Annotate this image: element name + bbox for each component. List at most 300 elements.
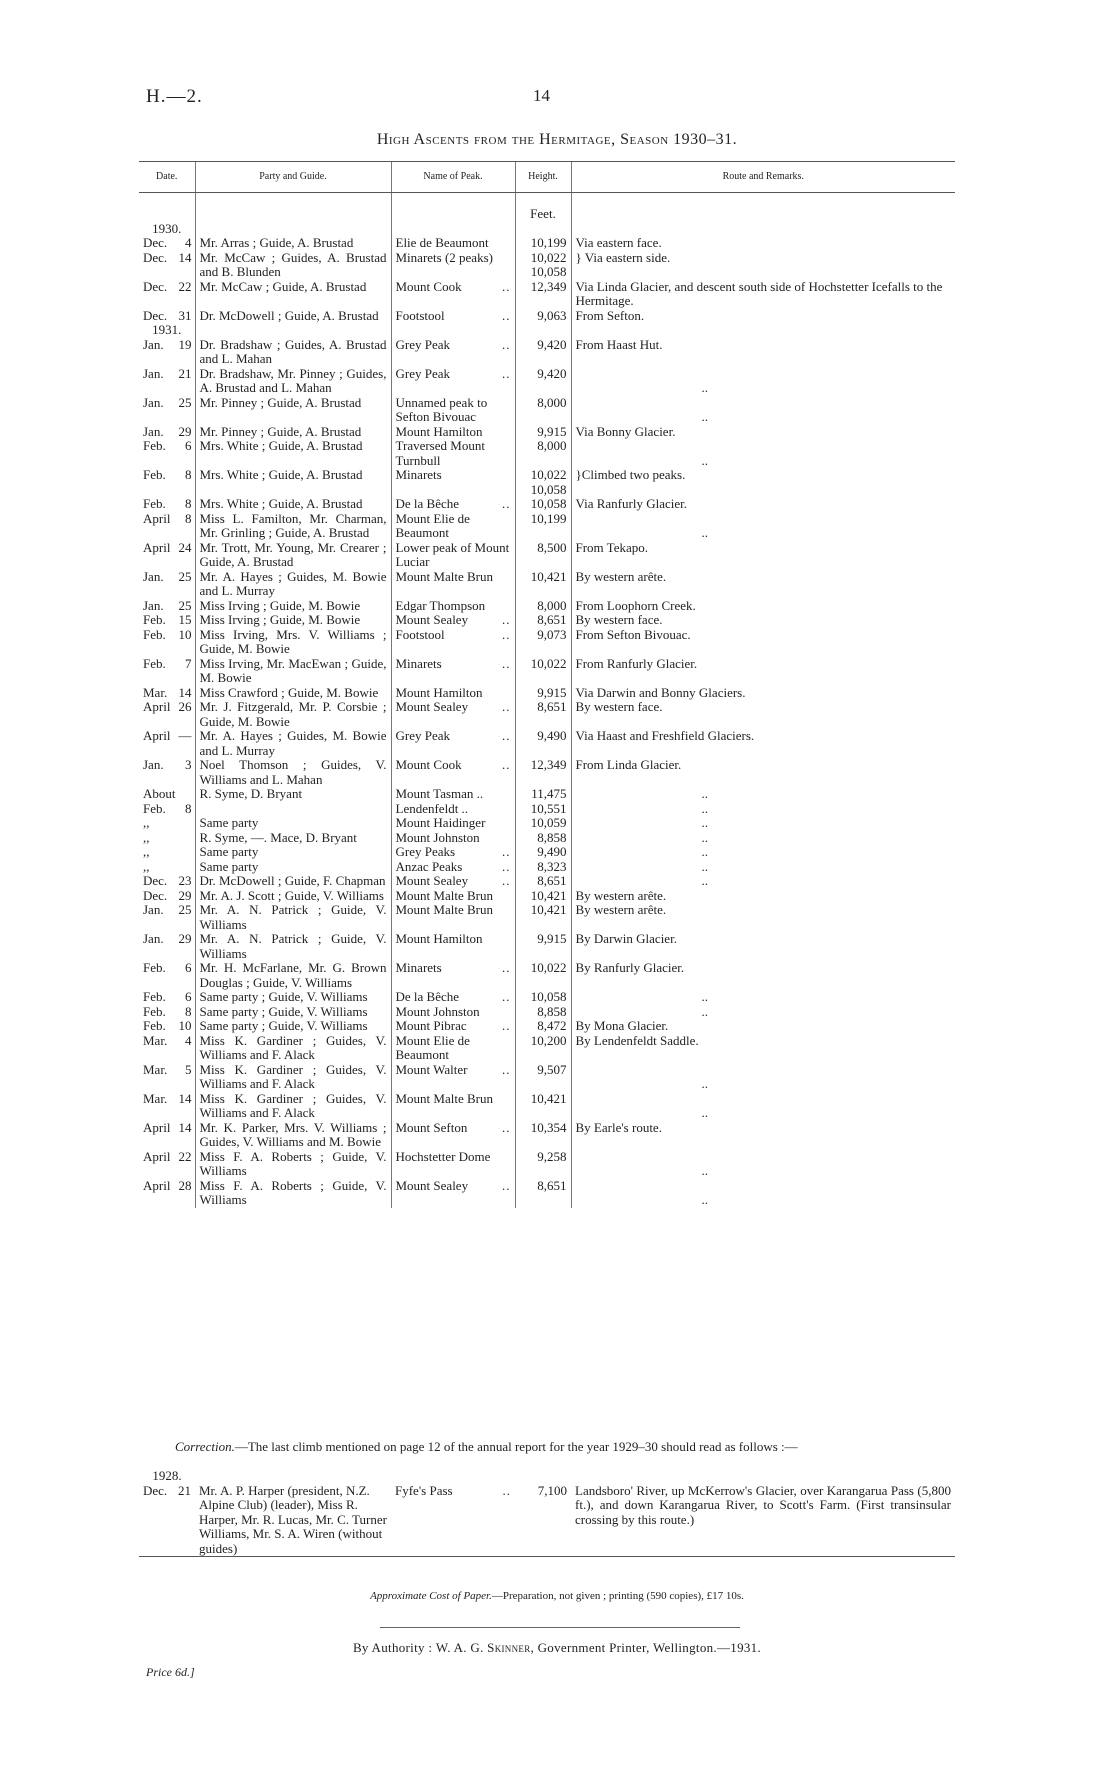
empty-cell: [195, 323, 391, 338]
remarks-cell: ..: [571, 1005, 955, 1020]
date-cell: [139, 251, 195, 280]
table-row: [139, 570, 955, 599]
peak-name: Mount Elie de Beaumont: [395, 1032, 470, 1062]
date-cell: [139, 860, 195, 875]
table-row: [139, 396, 955, 425]
party-cell: Miss Irving ; Guide, M. Bowie: [195, 613, 391, 628]
date-cell: [139, 1092, 195, 1121]
date-month: ,,: [143, 829, 150, 845]
party-cell: Mr. J. Fitzgerald, Mr. P. Corsbie ; Guide, M. Bowie: [195, 700, 391, 729]
height-cell: 9,420: [515, 338, 571, 367]
date-day: 29: [178, 887, 192, 903]
date-month: Jan.: [143, 365, 164, 381]
peak-cell: [391, 758, 515, 787]
date-cell: [139, 845, 195, 860]
correction-table: [139, 1469, 955, 1557]
remarks-cell: By Lendenfeldt Saddle.: [571, 1034, 955, 1063]
date-month: Feb.: [143, 626, 166, 642]
peak-name: Grey Peak: [395, 336, 451, 352]
leader-dots: ..: [502, 960, 511, 975]
empty-cell: [391, 222, 515, 237]
remarks-cell: ..: [571, 1063, 955, 1092]
peak-cell: [391, 700, 515, 729]
party-cell: Miss L. Familton, Mr. Charman, Mr. Grinling ; Guide, A. Brustad: [195, 512, 391, 541]
peak-name: Hochstetter Dome: [395, 1148, 491, 1164]
remarks-cell: Via Ranfurly Glacier.: [571, 497, 955, 512]
height-cell: 9,063: [515, 309, 571, 324]
date-day: 5: [185, 1061, 192, 1077]
date-cell: [139, 425, 195, 440]
party-cell: Same party: [195, 860, 391, 875]
date-day: 29: [178, 931, 192, 946]
leader-dots: ..: [502, 1018, 511, 1033]
date-month: Feb.: [143, 1018, 166, 1033]
party-cell: Miss K. Gardiner ; Guides, V. Williams and F. Alack: [195, 1063, 391, 1092]
date-month: Feb.: [143, 438, 166, 453]
authority-line: [0, 1640, 1114, 1656]
remarks-cell: By western face.: [571, 700, 955, 729]
date-cell: [139, 396, 195, 425]
correction-height: 7,100: [537, 1482, 567, 1498]
peak-cell: [391, 1019, 515, 1034]
table-row: [139, 686, 955, 701]
date-month: Mar.: [143, 1061, 168, 1077]
empty-cell: [571, 323, 955, 338]
date-cell: [139, 468, 195, 497]
section-code: H.—2.: [146, 86, 203, 107]
peak-name: Mount Hamilton: [395, 423, 483, 439]
date-day: 23: [178, 873, 192, 888]
correction-dots: ..: [502, 1482, 511, 1498]
table-row: [139, 1005, 955, 1020]
height-cell: 10,200: [515, 1034, 571, 1063]
peak-cell: [391, 961, 515, 990]
date-day: 8: [185, 800, 192, 816]
date-month: Mar.: [143, 1032, 168, 1048]
height-cell: 10,421: [515, 1092, 571, 1121]
peak-name: Mount Cook: [395, 278, 462, 294]
correction-row: [139, 1484, 955, 1557]
peak-name: Footstool: [395, 307, 445, 323]
peak-name: Mount Malte Brun: [395, 887, 493, 903]
cost-label: Approximate Cost of Paper.: [370, 1590, 492, 1602]
height-cell: 8,323: [515, 860, 571, 875]
correction-note: [175, 1439, 947, 1454]
date-month: Dec.: [143, 278, 168, 294]
date-day: 22: [178, 278, 192, 294]
date-month: Feb.: [143, 1003, 166, 1019]
remarks-cell: From Haast Hut.: [571, 338, 955, 367]
correction-day: 21: [178, 1482, 191, 1498]
height-cell: 9,073: [515, 628, 571, 657]
table-row: [139, 990, 955, 1005]
correction-remarks: Landsboro' River, up McKerrow's Glacier, over Karangarua Pass (5,800 ft.), and down Karangarua River, to Scott's Farm. (First transinsular crossing by this route.): [575, 1482, 951, 1527]
peak-name: Grey Peak: [395, 728, 451, 743]
leader-dots: ..: [502, 858, 511, 874]
height-cell: 10,059: [515, 816, 571, 831]
date-cell: [139, 787, 195, 816]
authority-prefix: By Authority :: [352, 1640, 433, 1655]
peak-name: Mount Johnston: [395, 829, 480, 845]
remarks-cell: } Via eastern side.: [571, 251, 955, 280]
date-month: Dec.: [143, 249, 168, 265]
height-cell: 11,475 10,551: [515, 787, 571, 816]
date-month: Feb.: [143, 467, 166, 482]
party-cell: Mrs. White ; Guide, A. Brustad: [195, 439, 391, 468]
date-cell: [139, 439, 195, 468]
remarks-cell: ..: [571, 512, 955, 541]
peak-name: Mount Sealey: [395, 873, 469, 888]
peak-cell: [391, 889, 515, 904]
peak-cell: [391, 686, 515, 701]
unit-row: [139, 207, 955, 222]
height-cell: 10,058: [515, 990, 571, 1005]
date-month: ,,: [143, 858, 150, 874]
col-header-peak: Name of Peak.: [391, 162, 515, 193]
leader-dots: ..: [502, 365, 511, 381]
date-cell: [139, 599, 195, 614]
leader-dots: ..: [502, 873, 511, 888]
year-row: [139, 222, 955, 237]
remarks-cell: ..: [571, 396, 955, 425]
peak-cell: [391, 439, 515, 468]
peak-name: Unnamed peak to Sefton Bivouac: [395, 394, 488, 424]
table-row: [139, 903, 955, 932]
year-row: [139, 323, 955, 338]
table-row: [139, 1034, 955, 1063]
date-cell: [139, 758, 195, 787]
col-header-party: Party and Guide.: [195, 162, 391, 193]
remarks-cell: Via Darwin and Bonny Glaciers.: [571, 686, 955, 701]
date-day: 14: [178, 684, 192, 700]
date-month: April: [143, 510, 171, 526]
remarks-cell: ..: [571, 1092, 955, 1121]
date-day: 8: [185, 467, 192, 482]
party-cell: Miss F. A. Roberts ; Guide, V. Williams: [195, 1150, 391, 1179]
date-month: Feb.: [143, 989, 166, 1004]
date-month: Jan.: [143, 597, 164, 613]
peak-name: De la Bêche: [395, 496, 460, 511]
leader-dots: ..: [502, 757, 511, 772]
date-day: 25: [178, 597, 192, 613]
height-cell: 9,490: [515, 729, 571, 758]
table-header-row: [139, 162, 955, 193]
peak-cell: [391, 468, 515, 497]
date-cell: [139, 613, 195, 628]
party-cell: Dr. McDowell ; Guide, F. Chapman: [195, 874, 391, 889]
date-day: 7: [185, 655, 192, 671]
correction-year: 1928.: [152, 1468, 182, 1483]
date-month: April: [143, 699, 171, 714]
party-cell: Mr. McCaw ; Guide, A. Brustad: [195, 280, 391, 309]
height-cell: 9,915: [515, 425, 571, 440]
peak-name: Mount Elie de Beaumont: [395, 510, 470, 540]
date-day: 8: [185, 496, 192, 511]
leader-dots: ..: [502, 612, 511, 627]
date-cell: [139, 570, 195, 599]
height-cell: 10,199: [515, 512, 571, 541]
date-cell: [139, 367, 195, 396]
date-month: Dec.: [143, 235, 168, 250]
date-month: April: [143, 1119, 171, 1135]
date-month: Jan.: [143, 931, 164, 946]
peak-name: Mount Hamilton: [395, 931, 483, 946]
height-cell: 8,000: [515, 396, 571, 425]
col-header-remarks: Route and Remarks.: [571, 162, 955, 193]
peak-cell: [391, 338, 515, 367]
date-cell: [139, 657, 195, 686]
peak-name: Minarets: [395, 960, 442, 975]
date-day: 26: [178, 699, 192, 714]
peak-name: Mount Malte Brun: [395, 568, 493, 584]
table-row: [139, 729, 955, 758]
page-number: 14: [533, 86, 550, 105]
party-cell: Mr. McCaw ; Guides, A. Brustad and B. Blunden: [195, 251, 391, 280]
peak-name: Minarets: [395, 467, 442, 482]
peak-name: Lower peak of Mount Luciar: [395, 539, 510, 569]
height-cell: 12,349: [515, 280, 571, 309]
peak-cell: [391, 903, 515, 932]
peak-cell: [391, 251, 515, 280]
date-day: 25: [178, 394, 192, 410]
date-day: 21: [178, 365, 192, 381]
date-month: April: [143, 1148, 171, 1164]
height-cell: 10,022: [515, 657, 571, 686]
table-row: [139, 599, 955, 614]
height-cell: 9,490: [515, 845, 571, 860]
table-body: [139, 193, 955, 1208]
empty-cell: [515, 323, 571, 338]
remarks-cell: By western face.: [571, 613, 955, 628]
party-cell: Miss Irving, Mr. MacEwan ; Guide, M. Bowie: [195, 657, 391, 686]
date-month: Mar.: [143, 684, 168, 700]
date-day: 15: [178, 612, 192, 627]
peak-cell: [391, 874, 515, 889]
table-row: [139, 657, 955, 686]
peak-name: Mount Sealey: [395, 612, 469, 627]
peak-name: De la Bêche: [395, 989, 460, 1004]
table-row: [139, 367, 955, 396]
peak-cell: [391, 1179, 515, 1208]
date-cell: [139, 236, 195, 251]
height-unit: Feet.: [515, 207, 571, 222]
height-cell: 10,421: [515, 570, 571, 599]
date-cell: [139, 1063, 195, 1092]
date-cell: [139, 990, 195, 1005]
empty-cell: [195, 222, 391, 237]
height-cell: 12,349: [515, 758, 571, 787]
leader-dots: ..: [502, 626, 511, 642]
party-cell: Mr. A. N. Patrick ; Guide, V. Williams: [195, 932, 391, 961]
col-header-date: Date.: [139, 162, 195, 193]
table-row: [139, 497, 955, 512]
height-cell: 10,421: [515, 889, 571, 904]
remarks-cell: By Darwin Glacier.: [571, 932, 955, 961]
leader-dots: ..: [502, 1061, 511, 1077]
peak-cell: [391, 309, 515, 324]
party-cell: R. Syme, —. Mace, D. Bryant: [195, 831, 391, 846]
leader-dots: ..: [502, 278, 511, 294]
remarks-cell: ..: [571, 1179, 955, 1208]
date-month: About Feb.: [143, 786, 176, 816]
height-cell: 8,858: [515, 831, 571, 846]
party-cell: Same party ; Guide, V. Williams: [195, 990, 391, 1005]
remarks-cell: By Earle's route.: [571, 1121, 955, 1150]
peak-cell: [391, 425, 515, 440]
date-day: 24: [178, 539, 192, 555]
party-cell: Mrs. White ; Guide, A. Brustad: [195, 497, 391, 512]
empty-cell: [571, 222, 955, 237]
date-cell: [139, 686, 195, 701]
table-row: [139, 889, 955, 904]
table-row: [139, 1092, 955, 1121]
peak-name: Edgar Thompson: [395, 597, 486, 613]
date-month: April: [143, 728, 171, 743]
height-cell: 8,472: [515, 1019, 571, 1034]
table-row: [139, 309, 955, 324]
date-day: 4: [185, 1032, 192, 1048]
peak-name: Grey Peak: [395, 365, 451, 381]
party-cell: Same party ; Guide, V. Williams: [195, 1019, 391, 1034]
date-cell: [139, 1121, 195, 1150]
table-row: [139, 468, 955, 497]
peak-name: Mount Pibrac: [395, 1018, 467, 1033]
cost-text: —Preparation, not given ; printing (590 copies), £17 10s.: [491, 1590, 744, 1602]
date-month: Feb.: [143, 612, 166, 627]
date-day: 14: [178, 1090, 192, 1106]
height-cell: 9,258: [515, 1150, 571, 1179]
spacer-row: [139, 193, 955, 208]
party-cell: Mr. Pinney ; Guide, A. Brustad: [195, 396, 391, 425]
table-row: [139, 1063, 955, 1092]
remarks-cell: Via Haast and Freshfield Glaciers.: [571, 729, 955, 758]
printer-name: W. A. G. Skinner: [435, 1640, 531, 1655]
party-cell: Mr. Pinney ; Guide, A. Brustad: [195, 425, 391, 440]
year-label: 1931.: [152, 322, 182, 337]
table-row: [139, 613, 955, 628]
cost-note: [0, 1590, 1114, 1602]
peak-name: Mount Johnston: [395, 1003, 480, 1019]
height-cell: 8,651: [515, 1179, 571, 1208]
remarks-cell: From Sefton Bivouac.: [571, 628, 955, 657]
date-day: 10: [178, 626, 192, 642]
date-cell: [139, 1019, 195, 1034]
date-cell: [139, 1005, 195, 1020]
remarks-cell: By western arête.: [571, 903, 955, 932]
peak-name: Mount Cook: [395, 757, 462, 772]
table-row: [139, 439, 955, 468]
party-cell: Miss K. Gardiner ; Guides, V. Williams and F. Alack: [195, 1034, 391, 1063]
date-cell: [139, 628, 195, 657]
date-day: 29: [178, 423, 192, 439]
height-cell: 9,915: [515, 686, 571, 701]
date-day: 4: [185, 235, 192, 250]
peak-cell: [391, 236, 515, 251]
date-cell: [139, 280, 195, 309]
table-row: [139, 1179, 955, 1208]
party-cell: Mr. A. N. Patrick ; Guide, V. Williams: [195, 903, 391, 932]
party-cell: Mr. H. McFarlane, Mr. G. Brown Douglas ; Guide, V. Williams: [195, 961, 391, 990]
party-cell: Mr. A. Hayes ; Guides, M. Bowie and L. Murray: [195, 729, 391, 758]
leader-dots: ..: [502, 307, 511, 323]
date-month: Mar.: [143, 1090, 168, 1106]
date-month: Feb.: [143, 496, 166, 511]
date-day: 8: [185, 1003, 192, 1019]
date-cell: [139, 541, 195, 570]
date-cell: [139, 831, 195, 846]
height-cell: 10,354: [515, 1121, 571, 1150]
date-cell: [139, 932, 195, 961]
date-day: 28: [178, 1177, 192, 1193]
party-cell: Same party: [195, 845, 391, 860]
remarks-cell: }Climbed two peaks.: [571, 468, 955, 497]
remarks-cell: ..: [571, 990, 955, 1005]
table-row: [139, 787, 955, 816]
table-row: [139, 758, 955, 787]
remarks-cell: From Tekapo.: [571, 541, 955, 570]
date-month: Jan.: [143, 902, 164, 917]
date-day: 14: [178, 1119, 192, 1135]
remarks-cell: From Ranfurly Glacier.: [571, 657, 955, 686]
date-cell: [139, 874, 195, 889]
date-month: Feb.: [143, 655, 166, 671]
party-cell: Mrs. White ; Guide, A. Brustad: [195, 468, 391, 497]
table-row: [139, 236, 955, 251]
date-cell: [139, 903, 195, 932]
remarks-cell: ..: [571, 439, 955, 468]
table-row: [139, 338, 955, 367]
height-cell: 9,915: [515, 932, 571, 961]
date-month: April: [143, 1177, 171, 1193]
date-cell: [139, 1150, 195, 1179]
table-row: [139, 1150, 955, 1179]
peak-name: Mount Malte Brun: [395, 902, 493, 917]
peak-cell: [391, 1150, 515, 1179]
leader-dots: ..: [502, 1119, 511, 1135]
table-row: [139, 961, 955, 990]
date-month: Dec.: [143, 873, 168, 888]
authority-suffix: , Government Printer, Wellington.—1931.: [530, 1640, 762, 1655]
date-day: 22: [178, 1148, 192, 1164]
date-day: 3: [185, 757, 192, 772]
height-cell: 8,651: [515, 700, 571, 729]
peak-cell: [391, 860, 515, 875]
height-cell: 9,420: [515, 367, 571, 396]
leader-dots: ..: [502, 699, 511, 714]
table-row: [139, 874, 955, 889]
leader-dots: ..: [502, 1177, 511, 1193]
height-cell: 10,022: [515, 961, 571, 990]
peak-cell: [391, 787, 515, 816]
remarks-cell: ..: [571, 860, 955, 875]
date-month: Jan.: [143, 394, 164, 410]
remarks-cell: From Sefton.: [571, 309, 955, 324]
date-day: 6: [185, 960, 192, 975]
peak-cell: [391, 729, 515, 758]
date-cell: [139, 729, 195, 758]
table-row: [139, 816, 955, 831]
date-day: —: [178, 728, 192, 743]
remarks-cell: ..: [571, 874, 955, 889]
date-day: 31: [178, 307, 192, 323]
peak-cell: [391, 512, 515, 541]
correction-text: —The last climb mentioned on page 12 of the annual report for the year 1929–30 should read as follows :—: [234, 1439, 798, 1454]
remarks-cell: By Ranfurly Glacier.: [571, 961, 955, 990]
peak-cell: [391, 845, 515, 860]
date-day: 6: [185, 438, 192, 453]
divider: [380, 1627, 740, 1628]
date-cell: [139, 497, 195, 512]
